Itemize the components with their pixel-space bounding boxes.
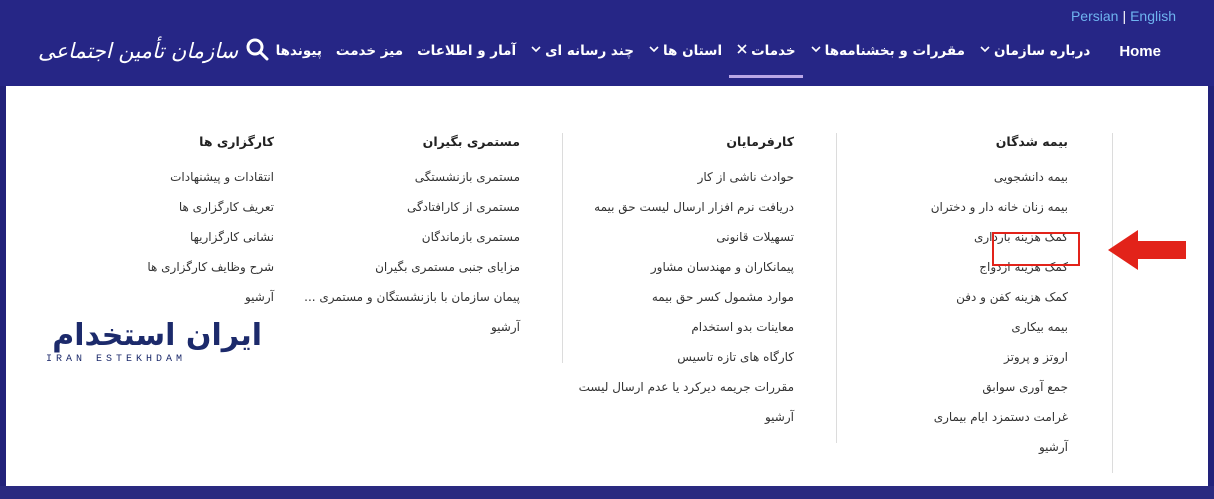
menu-link[interactable]: مستمری بازماندگان (421, 230, 520, 244)
menu-link[interactable]: بیمه بیکاری (1011, 320, 1068, 334)
menu-column-insured (931, 134, 1068, 469)
menu-link[interactable]: تسهیلات قانونی (716, 230, 794, 244)
menu-column-agencies (147, 134, 274, 319)
menu-link[interactable]: مزایای جنبی مستمری بگیران (375, 260, 520, 274)
menu-link[interactable]: کمک هزینه کفن و دفن (956, 290, 1068, 304)
menu-link[interactable]: غرامت دستمزد ایام بیماری (933, 410, 1068, 424)
nav-item-6[interactable] (410, 36, 523, 66)
highlight-box (992, 232, 1080, 266)
menu-column-employers (579, 134, 794, 439)
nav-item-label: خدمات (751, 43, 796, 59)
menu-link[interactable]: معاینات بدو استخدام (691, 320, 794, 334)
menu-link[interactable]: کمک هزینه بارداری (973, 230, 1068, 244)
close-icon[interactable] (736, 43, 748, 59)
menu-link[interactable]: مستمری از کارافتادگی (406, 200, 520, 214)
nav-item-label: استان ها (662, 43, 723, 59)
red-arrow-icon (1108, 230, 1186, 270)
lang-english-link[interactable]: English (1130, 8, 1176, 24)
nav-item-0[interactable] (1097, 36, 1168, 66)
search-icon[interactable] (231, 37, 269, 65)
menu-link[interactable]: موارد مشمول کسر حق بیمه (651, 290, 794, 304)
nav-item-label: چند رسانه ای (545, 43, 634, 59)
menu-link[interactable]: آرشیو (490, 320, 520, 334)
menu-link[interactable]: بیمه دانشجویی (993, 170, 1068, 184)
language-switcher (1071, 8, 1176, 24)
nav-item-label: پیوندها (275, 43, 322, 59)
column-divider (562, 133, 563, 363)
nav-item-1[interactable] (972, 36, 1097, 66)
page-background-strip (0, 486, 1214, 499)
logo-text: سازمان تأمین اجتماعی (38, 39, 239, 63)
nav-item-3[interactable] (729, 36, 803, 66)
column-divider (1112, 133, 1113, 473)
menu-link[interactable]: کمک هزینه ازدواج (979, 260, 1068, 274)
column-divider (836, 133, 837, 443)
watermark-title: ایران استخدام (52, 318, 262, 353)
menu-link[interactable]: شرح وظایف کارگزاری ها (147, 260, 274, 274)
main-nav (231, 36, 1168, 66)
services-mega-menu (6, 86, 1208, 486)
menu-link[interactable]: آرشیو (1038, 440, 1068, 454)
menu-link[interactable]: انتقادات و پیشنهادات (170, 170, 274, 184)
menu-column-heading: بیمه شدگان (995, 134, 1068, 149)
nav-item-2[interactable] (803, 36, 972, 66)
menu-column-heading: کارفرمایان (726, 134, 794, 149)
menu-link[interactable]: دریافت نرم افزار ارسال لیست حق بیمه (594, 200, 794, 214)
menu-link[interactable]: پیمان سازمان با بازنشستگان و مستمری ... (304, 290, 520, 304)
nav-item-4[interactable] (641, 36, 729, 66)
menu-link[interactable]: حوادث ناشی از کار (697, 170, 794, 184)
menu-link[interactable]: کارگاه های تازه تاسیس (677, 350, 794, 364)
menu-link[interactable]: تعریف کارگزاری ها (178, 200, 274, 214)
nav-item-label: آمار و اطلاعات (417, 43, 517, 59)
menu-column-heading: کارگزاری ها (199, 134, 274, 149)
lang-separator: | (1122, 8, 1127, 24)
watermark-logo (46, 320, 262, 372)
menu-link[interactable]: آرشیو (764, 410, 794, 424)
menu-link[interactable]: پیمانکاران و مهندسان مشاور (650, 260, 794, 274)
menu-column-pensioners (304, 134, 520, 349)
menu-link[interactable]: آرشیو (244, 290, 274, 304)
menu-link[interactable]: بیمه زنان خانه دار و دختران (930, 200, 1068, 214)
nav-item-7[interactable] (329, 36, 410, 66)
nav-item-label: مقررات و بخشنامه‌ها (824, 43, 965, 59)
site-header (0, 0, 1214, 86)
nav-item-8[interactable] (269, 36, 329, 66)
chevron-down-icon (530, 43, 542, 59)
chevron-down-icon (648, 43, 660, 59)
menu-link[interactable]: جمع آوری سوابق (982, 380, 1068, 394)
chevron-down-icon (979, 43, 991, 59)
nav-item-label: میز خدمت (335, 43, 404, 59)
menu-link[interactable]: مقررات جریمه دیرکرد یا عدم ارسال لیست (578, 380, 794, 394)
menu-link[interactable]: نشانی کارگزاریها (189, 230, 274, 244)
nav-item-label: Home (1119, 42, 1161, 60)
site-logo[interactable] (38, 20, 239, 82)
menu-link[interactable]: اروتز و پروتز (1003, 350, 1068, 364)
nav-item-5[interactable] (523, 36, 641, 66)
lang-persian-link[interactable]: Persian (1070, 8, 1119, 24)
nav-item-label: درباره سازمان (993, 43, 1091, 59)
watermark-subtitle: IRAN ESTEKHDAM (46, 354, 187, 365)
chevron-down-icon (810, 43, 822, 59)
menu-column-heading: مستمری بگیران (422, 134, 520, 149)
menu-link[interactable]: مستمری بازنشستگی (414, 170, 520, 184)
